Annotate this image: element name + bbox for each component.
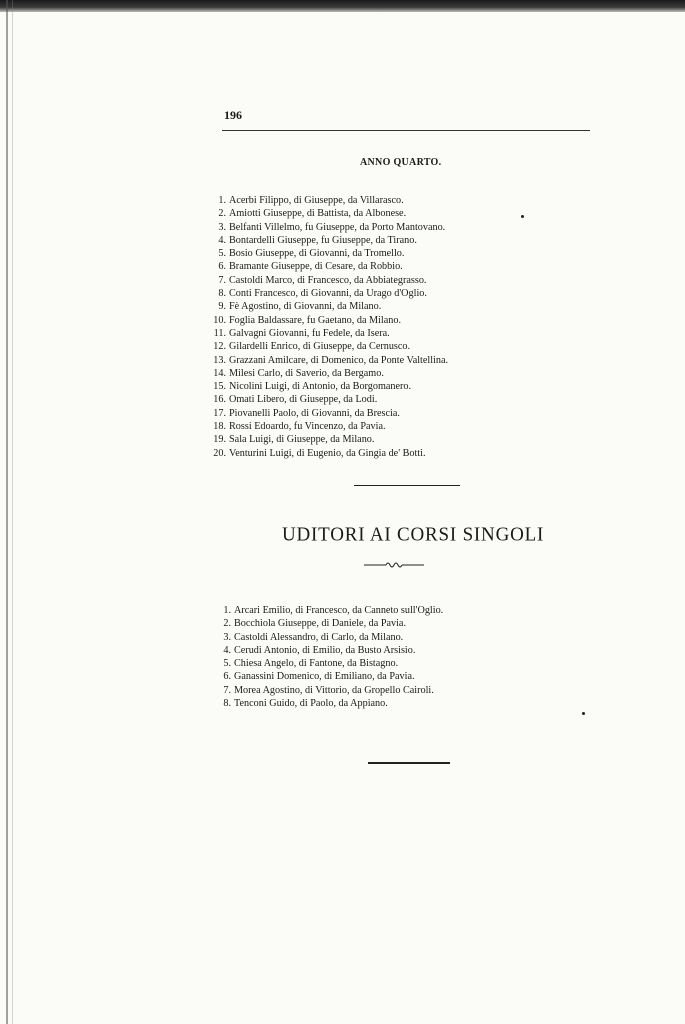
list-item: 3. Belfanti Villelmo, fu Giuseppe, da Porto Mantovano. <box>218 221 446 233</box>
ornament-flourish <box>364 558 424 572</box>
list-item: 18. Rossi Edoardo, fu Vincenzo, da Pavia. <box>213 421 386 433</box>
list-item: 14. Milesi Carlo, di Saverio, da Bergamo. <box>213 367 384 379</box>
auditor-list <box>207 604 443 710</box>
list-item: 12. Gilardelli Enrico, di Giuseppe, da Cernusco. <box>213 341 411 353</box>
end-rule <box>368 762 450 764</box>
list-item: 2. Bocchiola Giuseppe, di Daniele, da Pavia. <box>223 618 407 630</box>
list-item: 11. Galvagni Giovanni, fu Fedele, da Isera. <box>213 327 390 339</box>
scan-spine-edge-inner <box>12 0 13 1024</box>
list-item: 3. Castoldi Alessandro, di Carlo, da Milano. <box>223 631 404 643</box>
scan-spine-edge <box>6 0 8 1024</box>
list-item: 6. Ganassini Domenico, di Emiliano, da Pavia. <box>223 671 415 683</box>
ink-speck <box>521 215 524 218</box>
list-item: 16. Omati Libero, di Giuseppe, da Lodi. <box>213 394 378 406</box>
scan-top-edge <box>0 0 685 12</box>
list-item: 4. Bontardelli Giuseppe, fu Giuseppe, da Tirano. <box>218 234 417 246</box>
list-item: 19. Sala Luigi, di Giuseppe, da Milano. <box>213 434 375 446</box>
page-number: 196 <box>224 108 242 122</box>
list-item: 2. Amiotti Giuseppe, di Battista, da Albonese. <box>218 208 407 220</box>
list-item: 15. Nicolini Luigi, di Antonio, da Borgomanero. <box>213 381 412 393</box>
list-item: 7. Castoldi Marco, di Francesco, da Abbiategrasso. <box>218 274 427 286</box>
list-item: 9. Fè Agostino, di Giovanni, da Milano. <box>218 301 382 313</box>
list-item: 1. Acerbi Filippo, di Giuseppe, da Villarasco. <box>218 195 404 206</box>
list-item: 4. Cerudi Antonio, di Emilio, da Busto Arsisio. <box>223 644 416 656</box>
section-title: ANNO QUARTO. <box>360 157 442 168</box>
list-item: 17. Piovanelli Paolo, di Giovanni, da Brescia. <box>213 407 400 419</box>
ink-speck <box>582 712 585 715</box>
list-item: 7. Morea Agostino, di Vittorio, da Gropello Cairoli. <box>223 684 434 696</box>
list-item: 13. Grazzani Amilcare, di Domenico, da Ponte Valtellina. <box>213 354 449 366</box>
list-item: 5. Chiesa Angelo, di Fantone, da Bistagno. <box>223 658 399 670</box>
header-rule <box>222 130 590 131</box>
section-heading: UDITORI AI CORSI SINGOLI <box>282 523 545 546</box>
list-item: 10. Foglia Baldassare, fu Gaetano, da Milano. <box>213 314 402 326</box>
list-item: 6. Bramante Giuseppe, di Cesare, da Robbio. <box>218 261 403 273</box>
list-item: 8. Conti Francesco, di Giovanni, da Urago d'Oglio. <box>218 288 427 300</box>
list-item: 8. Tenconi Guido, di Paolo, da Appiano. <box>223 698 388 710</box>
student-list-year-four <box>202 194 448 460</box>
list-item: 5. Bosio Giuseppe, di Giovanni, da Tromello. <box>218 248 405 260</box>
list-item: 1. Arcari Emilio, di Francesco, da Canneto sull'Oglio. <box>223 605 444 616</box>
list-item: 20. Venturini Luigi, di Eugenio, da Gingia de' Botti. <box>213 447 426 459</box>
section-divider <box>354 485 460 486</box>
